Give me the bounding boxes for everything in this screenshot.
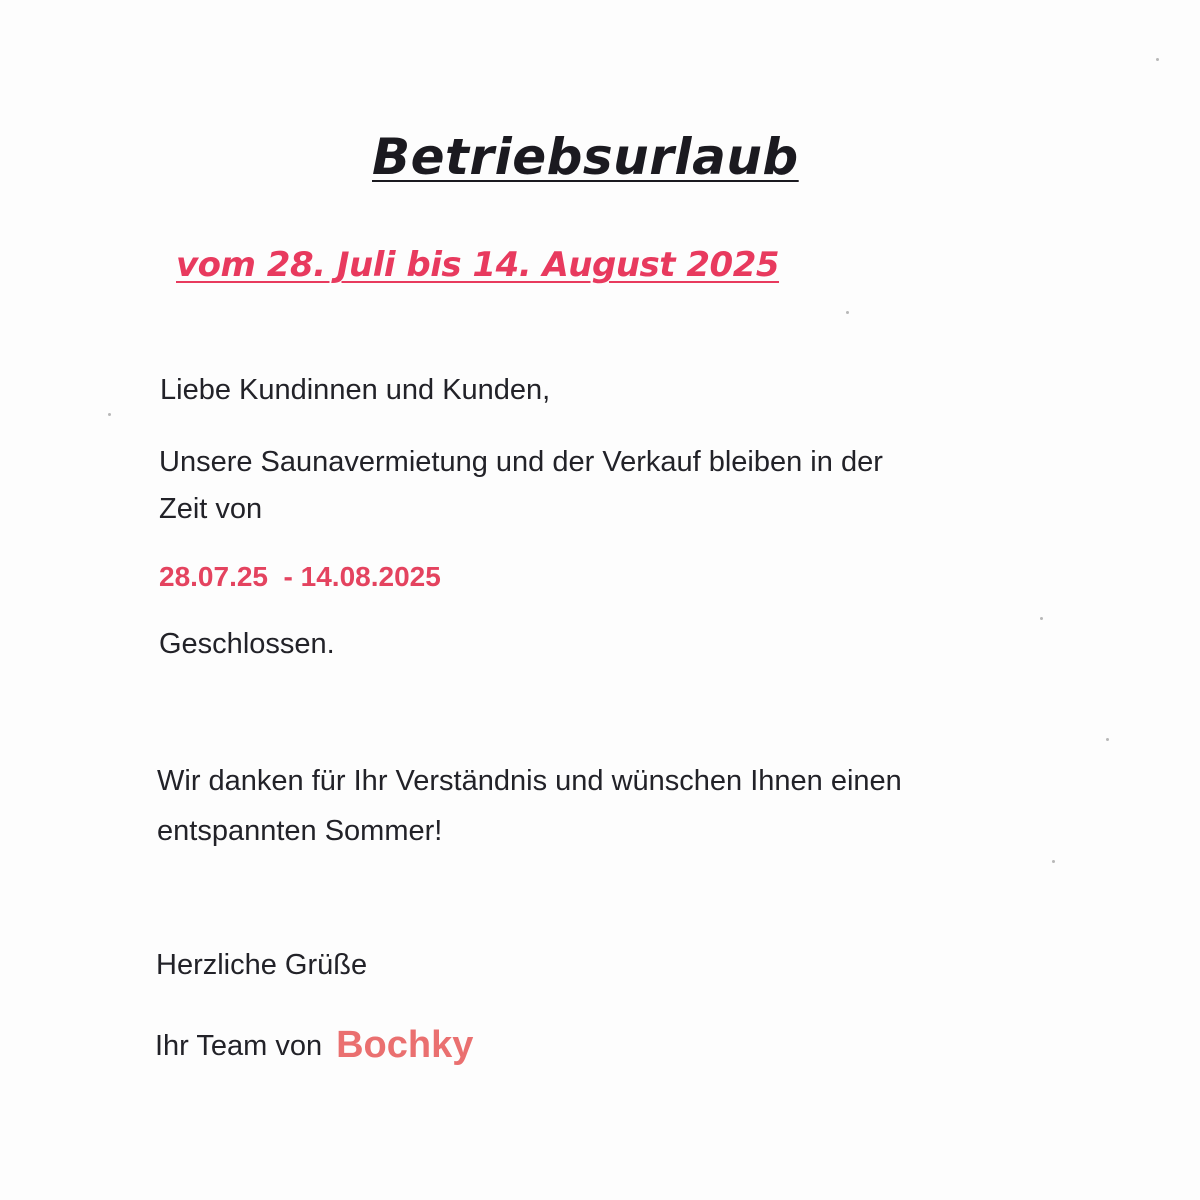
body-line-1: Unsere Saunavermietung und der Verkauf bleiben in der [159, 446, 883, 478]
team-prefix: Ihr Team von [155, 1030, 323, 1062]
paper-speck [1040, 617, 1043, 620]
paper-speck [1106, 738, 1109, 741]
paper-speck [108, 413, 111, 416]
closed-dates: 28.07.25 - 14.08.2025 [159, 561, 441, 592]
greeting-text: Liebe Kundinnen und Kunden, [160, 374, 551, 406]
paper-speck [1052, 860, 1055, 863]
thanks-line-2: entspannten Sommer! [157, 815, 443, 847]
paper-speck [1156, 58, 1159, 61]
closed-text: Geschlossen. [159, 628, 335, 660]
paper-speck [846, 311, 849, 314]
body-line-2: Zeit von [159, 493, 263, 525]
signature-line [155, 1022, 473, 1065]
brand-name: Bochky [336, 1024, 474, 1066]
regards-text: Herzliche Grüße [156, 949, 368, 981]
vacation-period: vom 28. Juli bis 14. August 2025 [176, 245, 780, 285]
thanks-line-1: Wir danken für Ihr Verständnis und wünschen Ihnen einen [157, 765, 902, 797]
notice-title: Betriebsurlaub [372, 128, 799, 186]
